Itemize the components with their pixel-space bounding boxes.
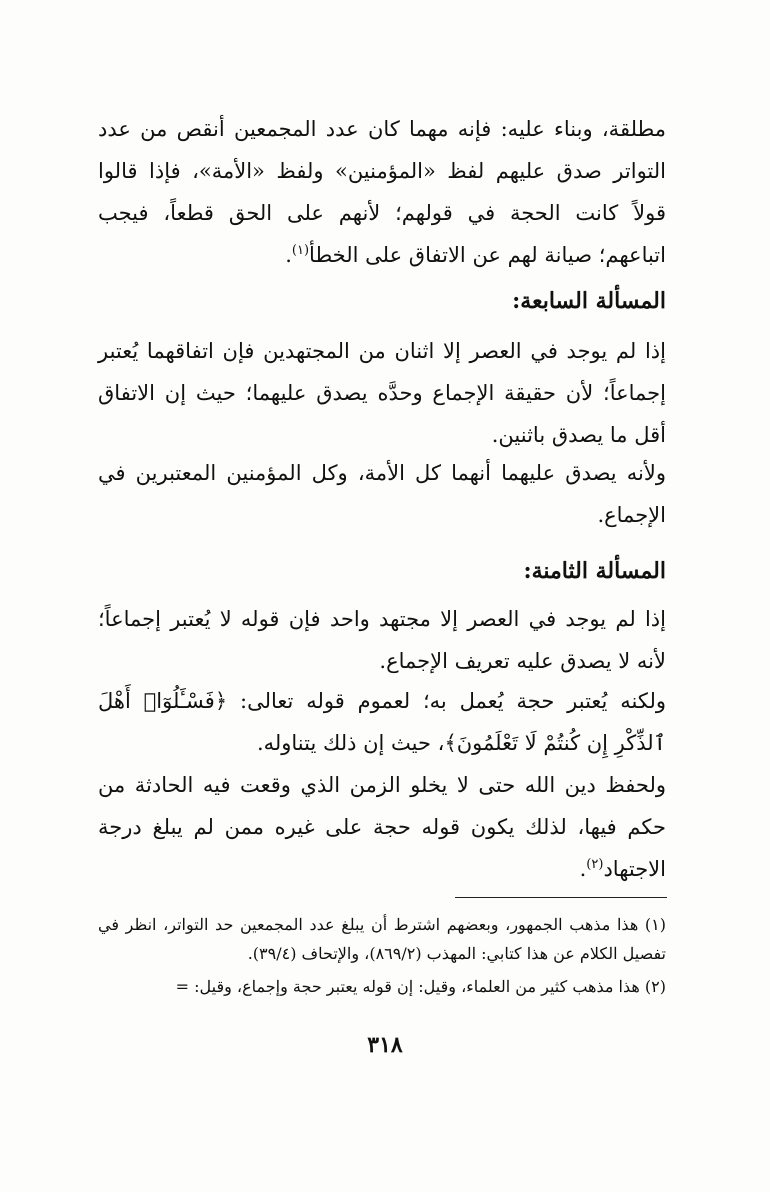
intro-text: مطلقة، وبناء عليه: فإنه مهما كان عدد المجمعين أنقص من عدد التواتر صدق عليهم لفظ «المؤمنين» ولفظ «الأمة»، فإذا قالوا قولاً كانت الحجة في قولهم؛ لأنهم على الحق قطعاً، فيجب اتباعهم؛ صيانة لهم عن الاتفاق على الخطأ — [98, 117, 666, 267]
p3-end: . — [579, 857, 587, 881]
section-7-paragraph-1-block — [98, 330, 666, 456]
section-8-paragraph-2 — [98, 680, 666, 764]
section-7-heading: المسألة السابعة: — [512, 288, 666, 314]
footnote-1-text: هذا مذهب الجمهور، وبعضهم اشترط أن يبلغ عدد المجمعين حد التواتر، انظر في تفصيل الكلام عن هذا كتابي: المهذب (٨٦٩/٢)، والإتحاف (٣٩/٤). — [98, 915, 666, 963]
section-8-heading-block — [98, 550, 666, 592]
section-7-heading-block — [98, 280, 666, 322]
footnote-ref-1: (١) — [291, 243, 310, 258]
footnote-ref-2: (٢) — [586, 857, 604, 872]
section-8-paragraph-2-block — [98, 680, 666, 764]
page-number: ٣١٨ — [367, 1032, 403, 1058]
p2-start: ولكنه يُعتبر حجة يُعمل به؛ لعموم قوله تعالى: — [227, 689, 666, 713]
section-8-heading: المسألة الثامنة: — [523, 558, 666, 584]
section-8-paragraph-3 — [98, 764, 666, 890]
intro-end: . — [285, 243, 292, 267]
section-8-paragraph-1: إذا لم يوجد في العصر إلا مجتهد واحد فإن قوله لا يُعتبر إجماعاً؛ لأنه لا يصدق عليه تعريف الإجماع. — [98, 607, 666, 673]
p2-end: ، حيث إن ذلك يتناوله. — [256, 731, 445, 755]
section-7-paragraph-2: ولأنه يصدق عليهما أنهما كل الأمة، وكل المؤمنين المعتبرين في الإجماع. — [98, 461, 666, 527]
intro-paragraph — [98, 108, 666, 276]
section-8-paragraph-3-block — [98, 764, 666, 890]
quran-verse: ﴿فَسْـَٔلُوٓا۟ أَهْلَ ٱلذِّكْرِ إِن كُنتُمْ لَا تَعْلَمُونَ﴾ — [98, 689, 666, 755]
footnote-2-number: (٢) — [644, 977, 666, 996]
intro-paragraph-block — [98, 108, 666, 276]
p3-text: ولحفظ دين الله حتى لا يخلو الزمن الذي وقعت فيه الحادثة من حكم فيها، لذلك يكون قوله حجة على غيره ممن لم يبلغ درجة الاجتهاد — [98, 773, 666, 881]
footnote-2-text: هذا مذهب كثير من العلماء، وقيل: إن قوله يعتبر حجة وإجماع، وقيل: = — [175, 977, 640, 996]
footnote-2 — [98, 972, 666, 1001]
section-7-paragraph-2-block — [98, 452, 666, 536]
section-7-paragraph-1: إذا لم يوجد في العصر إلا اثنان من المجتهدين فإن اتفاقهما يُعتبر إجماعاً؛ لأن حقيقة الإجماع وحدَّه يصدق عليهما؛ حيث إن الاتفاق أقل ما يصدق باثنين. — [98, 339, 666, 447]
section-8-paragraph-1-block — [98, 598, 666, 682]
footnotes — [98, 910, 666, 1001]
footnote-1-number: (١) — [644, 915, 666, 934]
footnote-divider — [455, 897, 667, 898]
footnote-1 — [98, 910, 666, 968]
